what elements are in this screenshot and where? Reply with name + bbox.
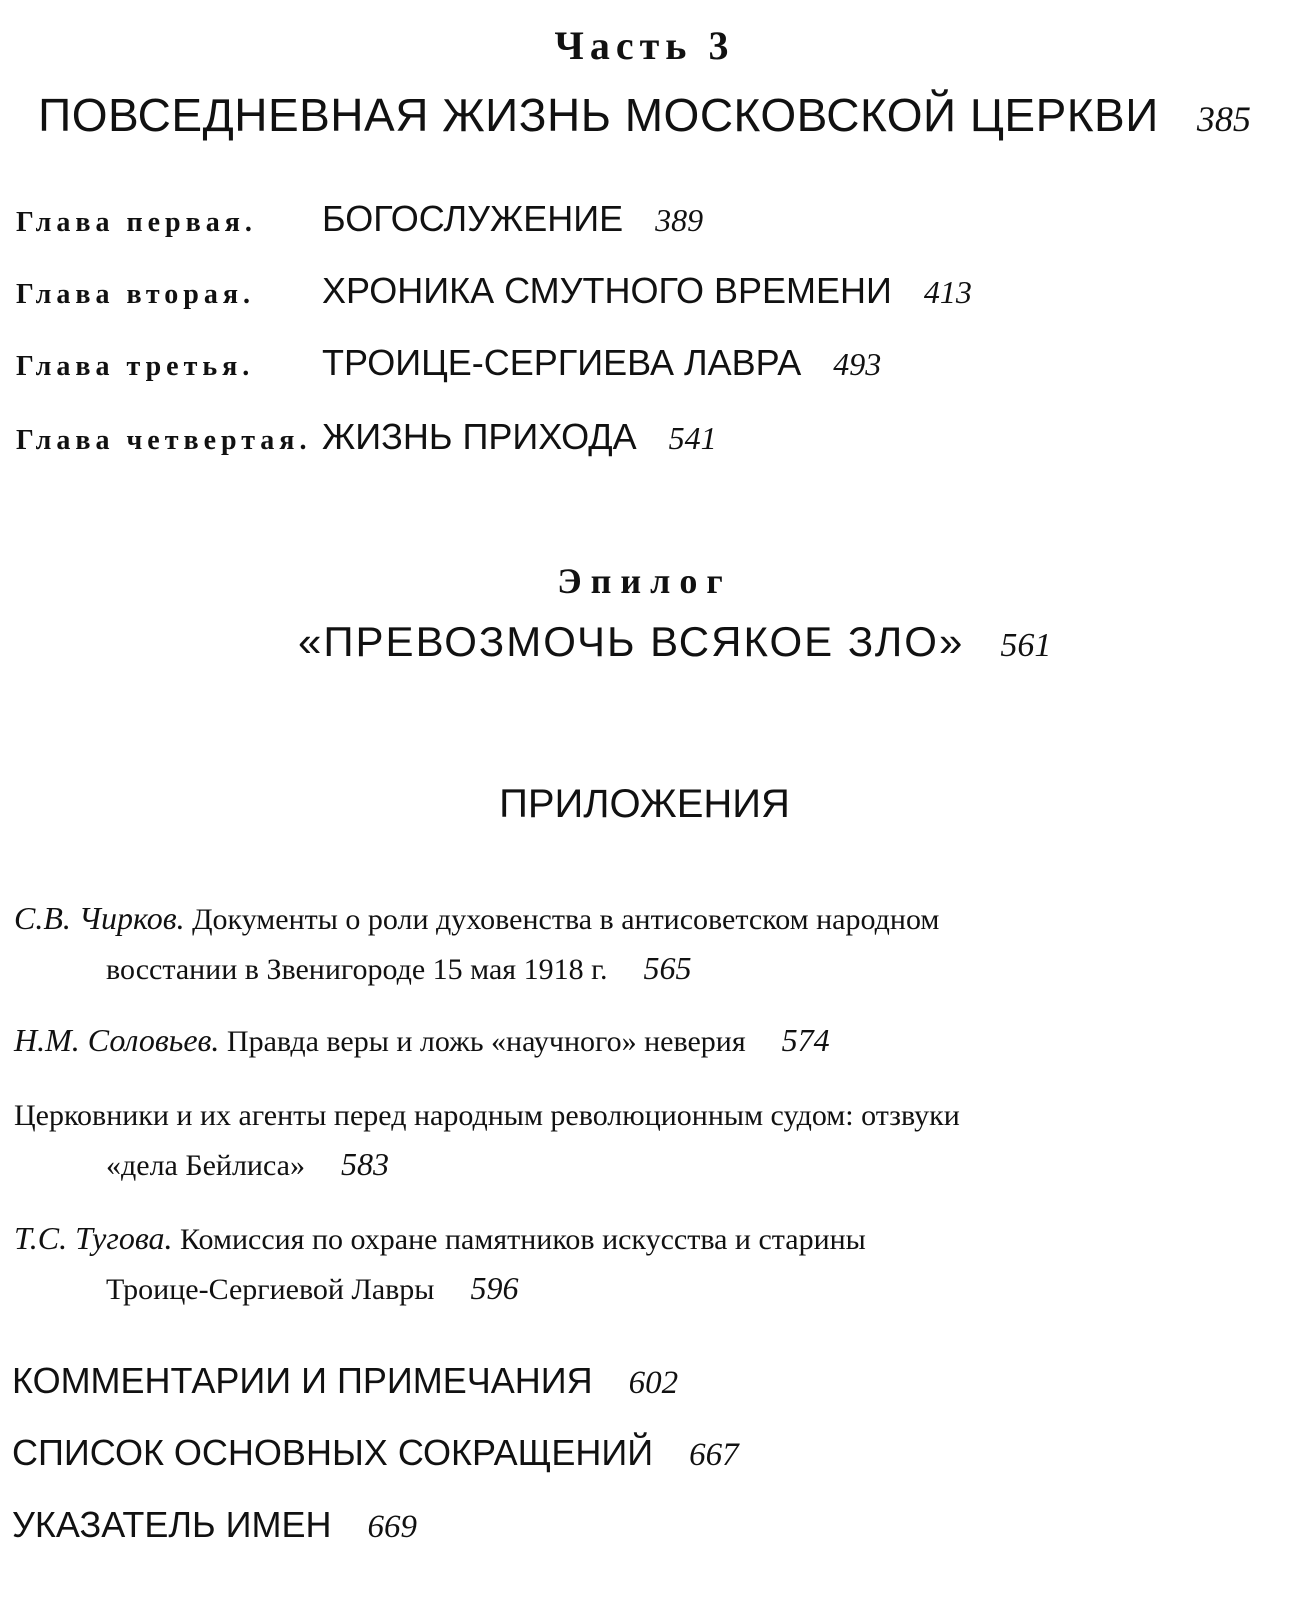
part-label: Часть 3: [554, 23, 735, 68]
chapter-title-text: ХРОНИКА СМУТНОГО ВРЕМЕНИ: [322, 270, 892, 311]
entry-title-line2: восстании в Звенигороде 15 мая 1918 г.: [106, 953, 608, 986]
toc-epilogue[interactable]: [298, 618, 1051, 666]
back-matter-page-number: 669: [367, 1509, 418, 1545]
chapter-page-number: 389: [655, 202, 704, 238]
entry-page-number: 596: [470, 1270, 519, 1306]
back-matter-page-number: 667: [689, 1437, 739, 1473]
epilogue-label: Эпилог: [557, 561, 732, 601]
toc-chapter-2[interactable]: [16, 270, 972, 320]
entry-title-line1: Правда веры и ложь «научного» неверия: [226, 1025, 746, 1058]
chapter-title: [322, 342, 881, 384]
chapter-page-number: 413: [923, 274, 972, 310]
entry-title-line2-wrap: [14, 1140, 1264, 1190]
entry-author: С.В. Чирков.: [14, 900, 185, 936]
epilogue-page-number: 561: [1000, 627, 1052, 664]
chapter-page-number: 493: [833, 346, 882, 382]
back-matter-title: КОММЕНТАРИИ И ПРИМЕЧАНИЯ: [12, 1360, 593, 1401]
chapter-title-text: ЖИЗНЬ ПРИХОДА: [322, 416, 637, 457]
entry-author: Т.С. Тугова.: [14, 1220, 173, 1256]
entry-title-line2: Троице-Сергиевой Лавры: [106, 1273, 435, 1306]
back-matter-page-number: 602: [628, 1365, 679, 1401]
toc-appendix-entry-4[interactable]: [14, 1214, 1264, 1314]
entry-page-number: 565: [643, 950, 692, 986]
toc-chapter-4[interactable]: [16, 416, 717, 466]
entry-title-line1: Церковники и их агенты перед народным революционным судом: отзвуки: [14, 1099, 960, 1132]
chapter-title: [322, 198, 703, 240]
part-title-text: ПОВСЕДНЕВНАЯ ЖИЗНЬ МОСКОВСКОЙ ЦЕРКВИ: [38, 89, 1159, 141]
chapter-title: [322, 270, 972, 312]
entry-page-number: 574: [781, 1022, 830, 1058]
toc-appendix-entry-1[interactable]: [14, 894, 1264, 994]
chapter-title-text: ТРОИЦЕ-СЕРГИЕВА ЛАВРА: [322, 342, 802, 383]
part-title: [0, 88, 1289, 142]
back-matter-title: УКАЗАТЕЛЬ ИМЕН: [12, 1504, 332, 1545]
chapter-title: [322, 416, 717, 458]
toc-chapter-1[interactable]: [16, 198, 703, 248]
toc-back-matter-1[interactable]: [12, 1360, 678, 1402]
chapter-page-number: 541: [668, 420, 717, 456]
part-page-number: 385: [1196, 99, 1251, 139]
back-matter-title: СПИСОК ОСНОВНЫХ СОКРАЩЕНИЙ: [12, 1432, 654, 1473]
appendix-heading: ПРИЛОЖЕНИЯ: [499, 782, 790, 826]
toc-chapter-3[interactable]: [16, 342, 881, 392]
chapter-label: Глава первая.: [16, 207, 257, 238]
entry-title-line1: Комиссия по охране памятников искусства и старины: [180, 1223, 866, 1256]
epilogue-title: «ПРЕВОЗМОЧЬ ВСЯКОЕ ЗЛО»: [298, 618, 965, 665]
entry-title-line1: Документы о роли духовенства в антисоветском народном: [192, 903, 940, 936]
chapter-label: Глава третья.: [16, 351, 255, 382]
entry-author: Н.М. Соловьев.: [14, 1022, 220, 1058]
toc-appendix-entry-3[interactable]: [14, 1092, 1264, 1190]
chapter-label: Глава четвертая.: [16, 425, 312, 456]
toc-back-matter-3[interactable]: [12, 1504, 417, 1546]
entry-page-number: 583: [340, 1146, 389, 1182]
chapter-label: Глава вторая.: [16, 279, 256, 310]
entry-title-line2: «дела Бейлиса»: [106, 1149, 305, 1182]
chapter-title-text: БОГОСЛУЖЕНИЕ: [322, 198, 624, 239]
toc-appendix-entry-2[interactable]: [14, 1016, 1264, 1066]
entry-title-line2-wrap: [14, 944, 1264, 994]
toc-back-matter-2[interactable]: [12, 1432, 739, 1474]
entry-title-line2-wrap: [14, 1264, 1264, 1314]
